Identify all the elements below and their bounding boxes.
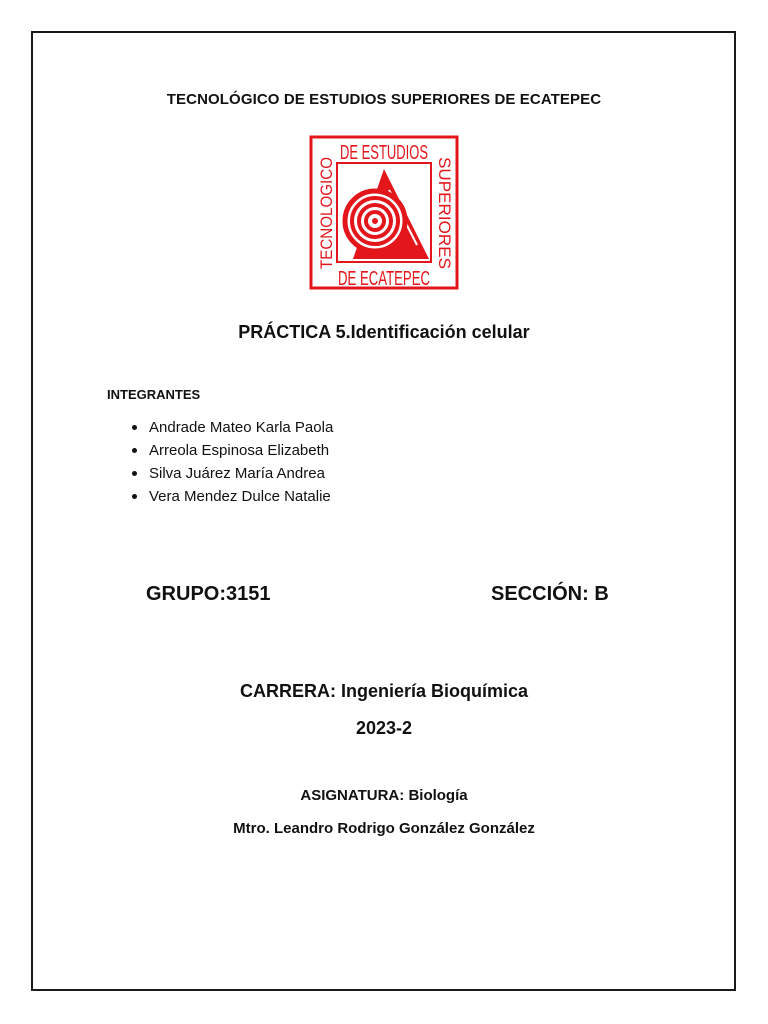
academic-period: 2023-2	[355, 718, 413, 738]
career-line	[0, 681, 768, 702]
member-name: Arreola Espinosa Elizabeth	[149, 442, 330, 459]
institution-name: TECNOLÓGICO DE ESTUDIOS SUPERIORES DE ECATEPEC	[166, 91, 602, 108]
bullet-icon	[132, 494, 137, 499]
section-label: SECCIÓN: B	[491, 583, 609, 605]
bullet-icon	[132, 471, 137, 476]
list-item	[107, 416, 333, 439]
member-name: Vera Mendez Dulce Natalie	[149, 488, 331, 505]
members-list	[107, 416, 333, 508]
career-label: CARRERA:	[239, 681, 336, 701]
practice-title: PRÁCTICA 5.Identificación celular	[238, 322, 530, 342]
logo-text-left: TECNOLOGICO	[317, 143, 336, 269]
group-label: GRUPO:3151	[146, 583, 271, 605]
members-heading: INTEGRANTES	[107, 387, 201, 402]
list-item	[107, 485, 333, 508]
subject-value: Biología	[408, 787, 468, 804]
subject-line	[0, 787, 768, 804]
logo-text-bottom: DE ECATEPEC	[338, 268, 430, 290]
member-name: Silva Juárez María Andrea	[149, 465, 325, 482]
teacher-name: Mtro. Leandro Rodrigo González González	[233, 820, 535, 837]
bullet-icon	[132, 448, 137, 453]
subject-label: ASIGNATURA:	[300, 787, 405, 804]
logo-text-top: DE ESTUDIOS	[340, 142, 428, 164]
tese-logo	[309, 135, 459, 290]
member-name: Andrade Mateo Karla Paola	[149, 419, 334, 436]
career-value: Ingeniería Bioquímica	[340, 681, 529, 701]
bullet-icon	[132, 425, 137, 430]
list-item	[107, 462, 333, 485]
logo-text-right: SUPERIORES	[435, 157, 454, 269]
list-item	[107, 439, 333, 462]
